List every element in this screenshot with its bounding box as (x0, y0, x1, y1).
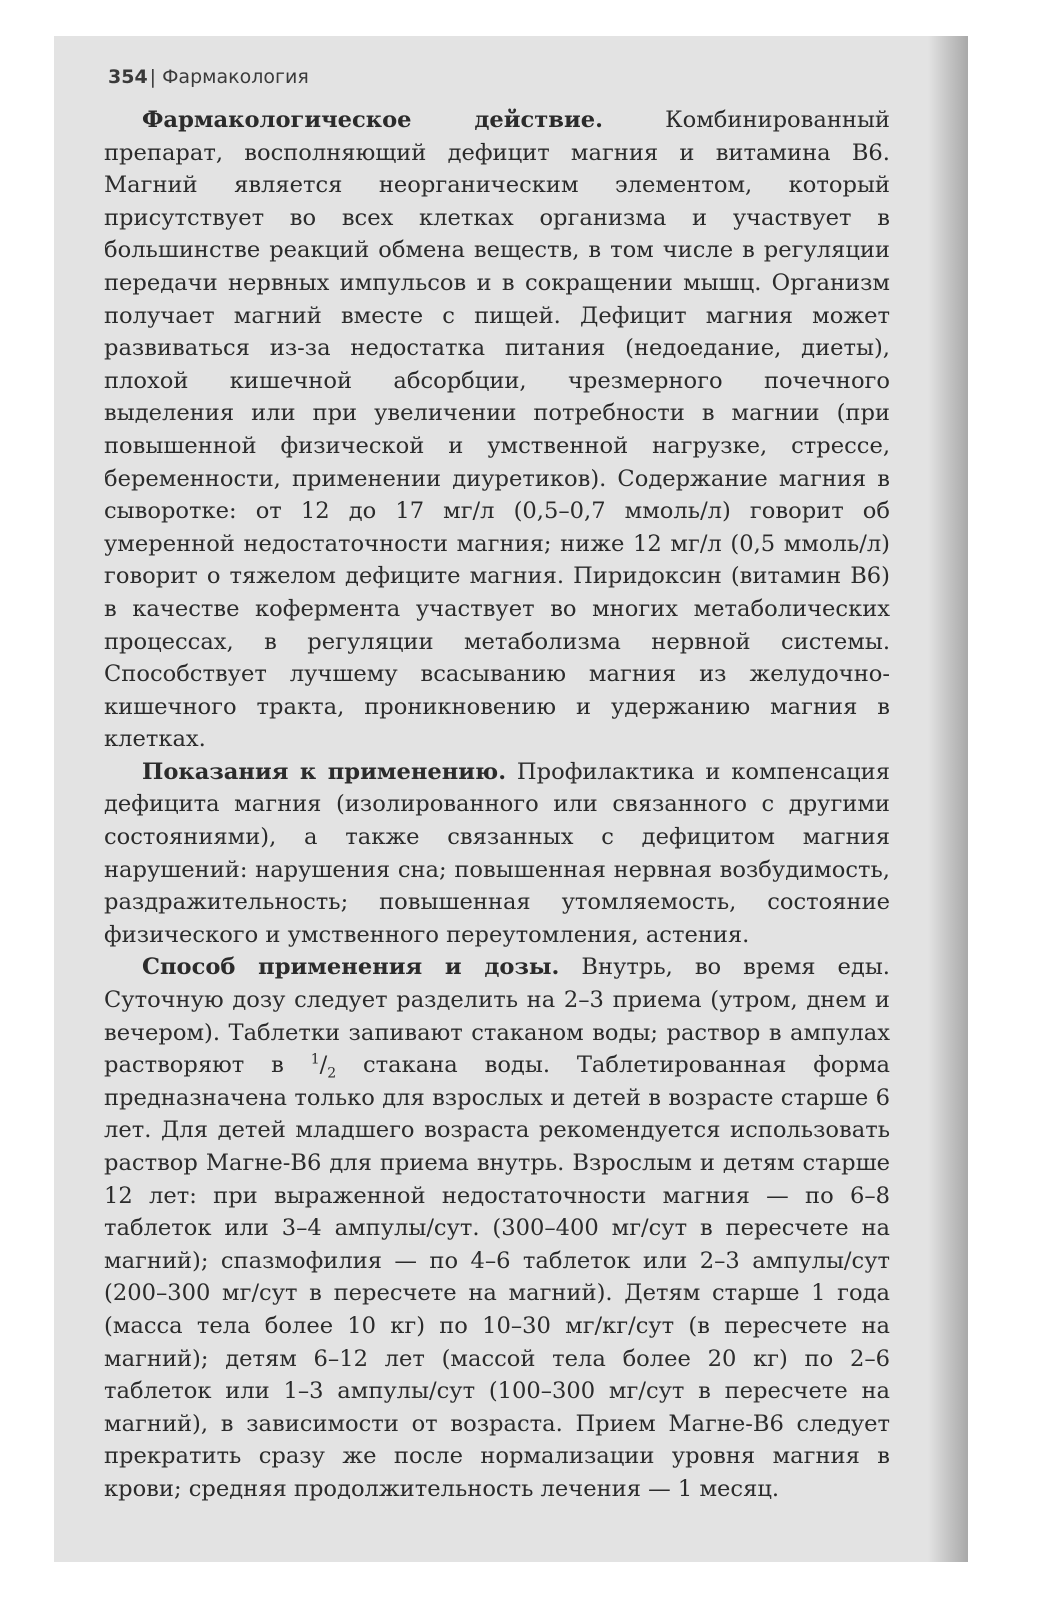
paragraph-text: Комбинированный препарат, восполняющий дефицит магния и витамина B6. Магний является неорганическим элементом, который присутствует во всех клетках организма и участвует в большинстве реакций обмена веществ, в том числе в регуляции передачи нервных импульсов и в сокращении мышц. Организм получает магний вместе с пищей. Дефицит магния может развиваться из-за недостатка питания (недоедание, диеты), плохой кишечной абсорбции, чрезмерного почечного выделения или при увеличении потребности в магнии (при повышенной физической и умственной нагрузке, стрессе, беременности, применении диуретиков). Содержание магния в сыворотке: от 12 до 17 мг/л (0,5–0,7 ммоль/л) говорит об умеренной недостаточности магния; ниже 12 мг/л (0,5 ммоль/л) говорит о тяжелом дефиците магния. Пиридоксин (витамин B6) в качестве кофермента участвует во многих метаболических процессах, в регуляции метаболизма нервной системы. Способствует лучшему всасыванию магния из желудочно-кишечного тракта, проникновению и удержанию магния в клетках. (104, 107, 890, 753)
paragraph-dosage (104, 951, 890, 1505)
section-title: Фармакология (162, 66, 309, 88)
paragraph-pharmacological-action (104, 104, 890, 756)
paragraph-indications (104, 756, 890, 952)
fraction-one-half (310, 1051, 337, 1082)
header-divider: | (149, 66, 157, 88)
binding-shadow (928, 36, 968, 1562)
body-text (104, 104, 890, 1506)
paragraph-heading: Показания к применению. (142, 758, 507, 785)
fraction-numerator: 1 (310, 1051, 320, 1068)
paragraph-text-continued: стакана воды. Таблетированная форма предназначена только для взрослых и детей в возрасте старше 6 лет. Для детей младшего возраста рекомендуется использовать раствор Магне-B6 для приема внутрь. Взрослым и детям старше 12 лет: при выраженной недостаточности магния — по 6–8 таблеток или 3–4 ампулы/сут. (300–400 мг/сут в пересчете на магний); спазмофилия — по 4–6 таблеток или 2–3 ампулы/сут (200–300 мг/сут в пересчете на магний). Детям старше 1 года (масса тела более 10 кг) по 10–30 мг/кг/сут (в пересчете на магний); детям 6–12 лет (массой тела более 20 кг) по 2–6 таблеток или 1–3 ампулы/сут (100–300 мг/сут в пересчете на магний), в зависимости от возраста. Прием Магне-B6 следует прекратить сразу же после нормализации уровня магния в крови; средняя продолжительность лечения — 1 месяц. (104, 1052, 890, 1502)
fraction-denominator: 2 (327, 1065, 337, 1082)
paragraph-text: Профилактика и компенсация дефицита магния (изолированного или связанного с другими состояниями), а также связанных с дефицитом магния нарушений: нарушения сна; повышенная нервная возбудимость, раздражительность; повышенная утомляемость, состояние физического и умственного переутомления, астения. (104, 758, 890, 948)
page-number: 354 (108, 66, 148, 88)
paragraph-heading: Способ применения и дозы. (142, 954, 560, 981)
paragraph-text: Внутрь, во время еды. Суточную дозу следует разделить на 2–3 приема (утром, днем и вечером). Таблетки запивают стаканом воды; раствор в ампулах растворяют в (104, 954, 890, 1079)
paragraph-heading: Фармакологическое действие. (142, 107, 604, 133)
fraction-slash: / (319, 1052, 328, 1079)
running-head (108, 66, 309, 88)
